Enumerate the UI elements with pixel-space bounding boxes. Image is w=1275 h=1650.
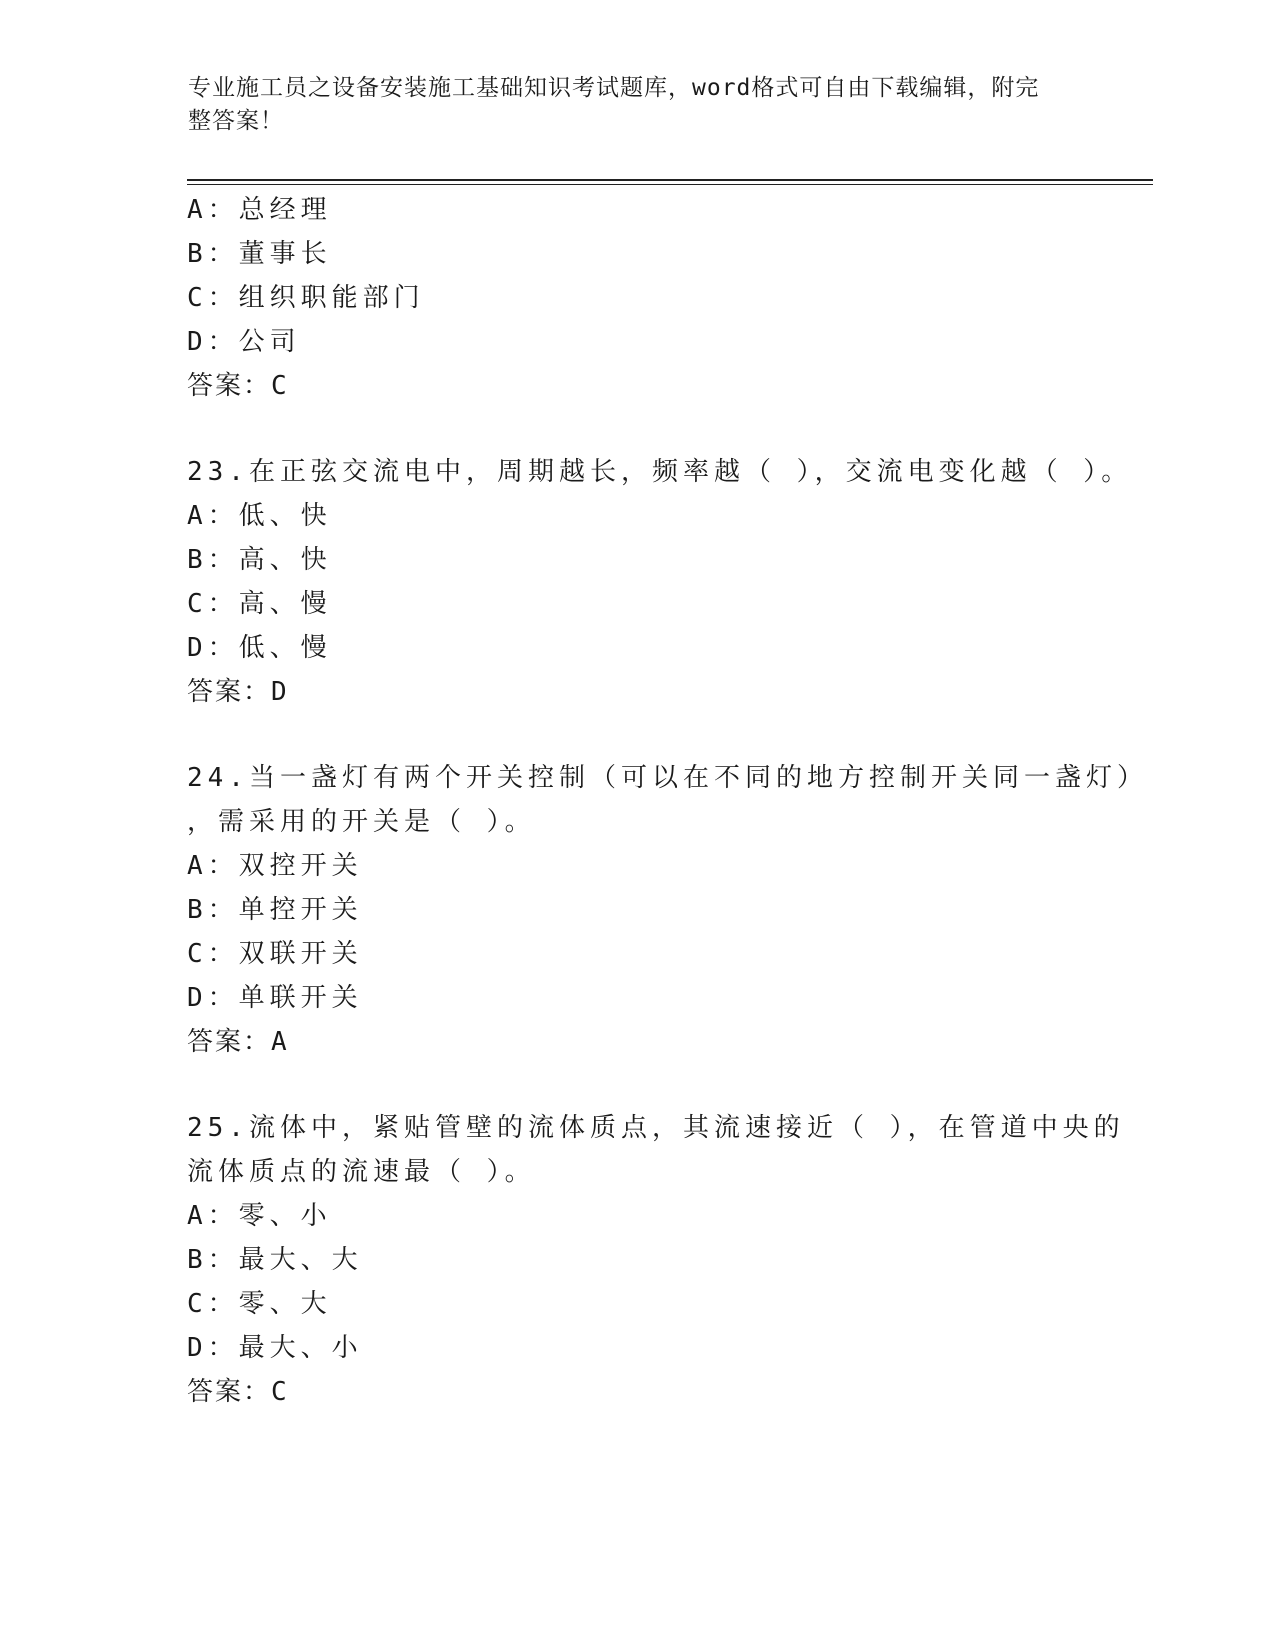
q24-answer — [187, 1026, 289, 1058]
page-header — [188, 72, 1068, 138]
answer-label: 答案： — [187, 677, 272, 707]
q22-option-c: C：组织职能部门 — [187, 283, 425, 313]
answer-value: C — [271, 1377, 289, 1407]
answer-value: A — [271, 1027, 289, 1057]
q23-answer — [187, 676, 289, 708]
q24-option-d: D：单联开关 — [187, 983, 363, 1013]
q24-option-b: B：单控开关 — [187, 895, 363, 925]
q25-answer — [187, 1376, 289, 1408]
q22-answer — [187, 370, 289, 402]
answer-value: D — [271, 677, 289, 707]
q25-option-d: D：最大、小 — [187, 1333, 363, 1363]
q23-option-a: A：低、快 — [187, 501, 332, 531]
q24-option-a: A：双控开关 — [187, 851, 363, 881]
q25-option-b: B：最大、大 — [187, 1245, 363, 1275]
answer-label: 答案： — [187, 371, 272, 401]
q23-option-c: C：高、慢 — [187, 589, 332, 619]
q23-stem: 23.在正弦交流电中，周期越长，频率越（ ），交流电变化越（ ）。 — [187, 457, 1133, 487]
q23-option-b: B：高、快 — [187, 545, 332, 575]
q24-option-c: C：双联开关 — [187, 939, 363, 969]
q22-option-b: B：董事长 — [187, 239, 332, 269]
header-divider — [187, 179, 1153, 181]
answer-label: 答案： — [187, 1377, 272, 1407]
answer-label: 答案： — [187, 1027, 272, 1057]
answer-value: C — [271, 371, 289, 401]
q24-stem-line-1: 24.当一盏灯有两个开关控制（可以在不同的地方控制开关同一盏灯） — [187, 763, 1148, 793]
q23-option-d: D：低、慢 — [187, 633, 332, 663]
q22-option-a: A：总经理 — [187, 195, 332, 225]
q22-option-d: D：公司 — [187, 327, 301, 357]
header-divider-thin — [187, 184, 1153, 185]
q25-option-a: A：零、小 — [187, 1201, 332, 1231]
header-text-line-2: 整答案！ — [188, 108, 284, 134]
q25-stem-line-1: 25.流体中，紧贴管壁的流体质点，其流速接近（ ），在管道中央的 — [187, 1113, 1125, 1143]
q25-stem-line-2: 流体质点的流速最（ ）。 — [187, 1157, 536, 1187]
q24-stem-line-2: ，需采用的开关是（ ）。 — [187, 807, 536, 837]
q25-option-c: C：零、大 — [187, 1289, 332, 1319]
header-text-line-1: 专业施工员之设备安装施工基础知识考试题库，word格式可自由下载编辑，附完 — [188, 75, 1040, 101]
